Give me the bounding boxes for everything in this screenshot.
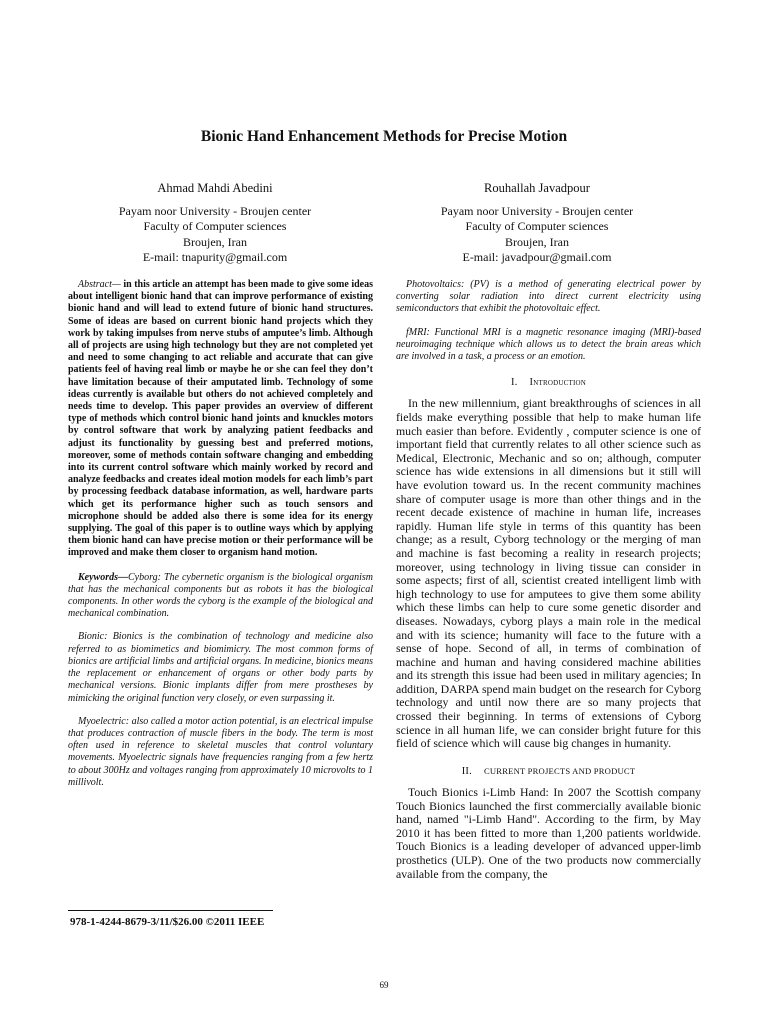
section-title: CURRENT PROJECTS AND PRODUCT <box>483 765 636 776</box>
definition-term: Bionic: <box>78 631 108 643</box>
definition-term: fMRI: <box>406 326 430 338</box>
definition-fmri <box>396 327 701 364</box>
definition-bionic <box>68 631 373 704</box>
section-number: I. <box>511 377 518 389</box>
definition-term: Myoelectric: <box>78 715 130 727</box>
keywords <box>68 572 373 621</box>
author-email: E-mail: tnapurity@gmail.com <box>142 250 288 264</box>
author-name: Ahmad Mahdi Abedini <box>157 181 273 195</box>
author-email: E-mail: javadpour@gmail.com <box>462 250 612 264</box>
section-heading-current-projects <box>396 765 701 778</box>
author-affiliation: Payam noor University - Broujen center <box>118 203 312 218</box>
definition-myoelectric <box>68 716 373 789</box>
abstract-label: Abstract— <box>78 279 121 290</box>
keywords-text: Cyborg: The cybernetic organism is the biological organism that has the mechanical components but as robots it has the biological components. In other words the cyborg is the example of the biological and mechanical combination. <box>68 571 373 620</box>
definition-photovoltaics <box>396 279 701 316</box>
author-affiliation: Payam noor University - Broujen center <box>440 203 634 218</box>
page-number: 69 <box>379 980 389 990</box>
author-name: Rouhallah Javadpour <box>484 181 590 195</box>
abstract-text: in this article an attempt has been made to give some ideas about intelligent bionic hand that can improve performance of existing bionic hand and will lead to extend future of bionic hand structures. Some of ideas are based on current bionic hand projects which they work by taking impulses from nerve stubs of amputee’s limb. Although all of projects are using high technology but they are not completed yet and need to some changing to act reliable and accurate that can give patients feel of having real limb or maybe he or she can feel they don’t have limitation because of their amputated limb. Technology of some ideas currently is available but others do not achieved completely and needs time to develop. This paper provides an overview of different type of methods which control bionic hand joints and knuckles motors by control software that work by analyzing patient feedbacks and adjust its functionality by guessing best and preferred motions, moreover, some of methods contain software changing and embedding into its current control software which mainly worked by record and analyze feedbacks and creates ideal motion models for each limb’s part by processing feedback database information, as well, hardware parts which get its performance higher such as touch sensors and microphone should be added also there is some idea for its energy supplying. The goal of this paper is to outline ways which by applying them bionic hand can have precise motion or their performance will be improved and make them closer to organism hand motion. <box>68 279 373 559</box>
definitions-right <box>396 279 701 363</box>
left-column <box>68 279 373 800</box>
section-heading-introduction <box>396 377 701 389</box>
section-number: II. <box>461 765 472 777</box>
introduction-paragraph: In the new millennium, giant breakthroughs of sciences in all fields make everything possible that help to make human life much easier than before. Evidently , computer science is one of important field that currently relates to all other science such as Medical, Electronic, Mechanic and so on; although, computer science has wide extensions in all dimensions but it still will have evolution toward us. In the recent community machines share of computer usage is more than other things and in the recent decade existence of machine in human life, increases rapidly. Human life style in terms of this quantity has been change; as a result, Cyborg technology or the merging of man and machine is fast becoming a reality in research projects; moreover, using technology in living tissue can consider in some aspects; first of all, scientist created intelligent limb with high technology to use for amputees to give them some ability which these limbs can help to cure some genetic disorder and diseases. Nowadays, cyborg plays a main role in the medical and with its science; humanity will face to the future with a sense of hope. Second of all, in terms of combination of machine and human and having considered machine abilities and its strength this issue had been used in military agencies; In addition, DARPA spend main budget on the research for Cyborg technology and until now there are so many projects that crossed their beginning. In terms of extensions of Cyborg science in all human life, we can consider bright future for this field of science which will cause big changes in humanity. <box>396 396 701 751</box>
right-column <box>396 279 701 881</box>
abstract <box>68 279 373 560</box>
current-projects-paragraph: Touch Bionics i-Limb Hand: In 2007 the Scottish company Touch Bionics launched the first commercially available bionic hand, named "i-Limb Hand". According to the firm, by May 2010 it has been fitted to more than 1,200 patients worldwide. Touch Bionics is a leading developer of advanced upper-limb prosthetics (ULP). One of the two products now commercially available from the company, the <box>396 785 701 881</box>
author-location: Broujen, Iran <box>505 234 569 249</box>
paper-title: Bionic Hand Enhancement Methods for Precise Motion <box>200 128 568 145</box>
author-department: Faculty of Computer sciences <box>143 219 287 233</box>
definitions-left <box>68 572 373 789</box>
footer-isbn: 978-1-4244-8679-3/11/$26.00 ©2011 IEEE <box>70 916 265 928</box>
keywords-label: Keywords— <box>78 571 128 583</box>
author-department: Faculty of Computer sciences <box>465 219 609 233</box>
author-location: Broujen, Iran <box>183 234 247 249</box>
author-block-2 <box>392 181 682 266</box>
author-block-1 <box>70 181 360 266</box>
definition-term: Photovoltaics: <box>406 279 465 290</box>
section-title: Introduction <box>529 377 586 389</box>
definition-text: also called a motor action potential, is an electrical impulse that produces contraction of muscle fibers in the body. The term is most often used in reference to skeletal muscles that control voluntary movements. Myoelectric signals have frequencies ranging from a few hertz to about 300Hz and voltages ranging from approximately 10 microvolts to 1 millivolt. <box>68 715 373 788</box>
footnote-rule <box>68 910 273 911</box>
definition-text: Functional MRI is a magnetic resonance imaging (MRI)-based neuroimaging technique which allows us to detect the brain areas which are involved in a task, a process or an emotion. <box>396 326 701 363</box>
definition-text: Bionics is the combination of technology and medicine also referred to as biomimetics and biomimicry. The most common forms of bionics are artificial limbs and artificial organs. In medicine, bionics means the replacement or enhancement of organs or other body parts by mechanical versions. Bionic implants differ from mere prostheses by mimicking the original function very closely, or even surpassing it. <box>68 631 373 704</box>
definition-text: (PV) is a method of generating electrical power by converting solar radiation into direct current electricity using semiconductors that exhibit the photovoltaic effect. <box>396 279 701 315</box>
